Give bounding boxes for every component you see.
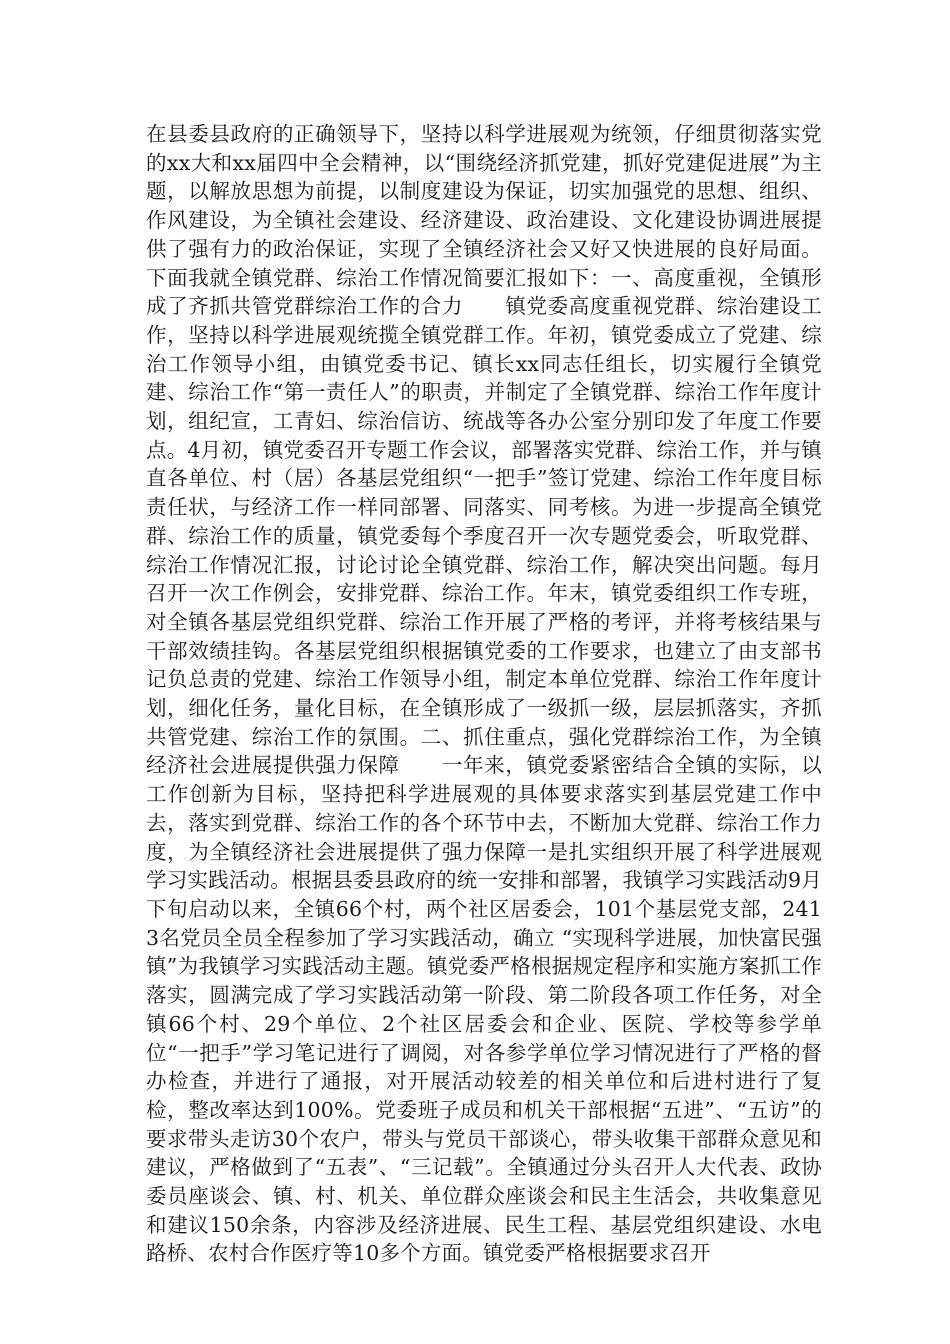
- body-paragraph: 在县委县政府的正确领导下，坚持以科学进展观为统领，仔细贯彻落实党的xx大和xx届四中全会精神，以“围绕经济抓党建，抓好党建促进展”为主题，以解放思想为前提，以制度建设为保证，切实加强党的思想、组织、作风建设，为全镇社会建设、经济建设、政治建设、文化建设协调进展提供了强有力的政治保证，实现了全镇经济社会又好又快进展的良好局面。下面我就全镇党群、综治工作情况简要汇报如下：一、高度重视，全镇形成了齐抓共管党群综治工作的合力 镇党委高度重视党群、综治建设工作，坚持以科学进展观统揽全镇党群工作。年初，镇党委成立了党建、综治工作领导小组，由镇党委书记、镇长xx同志任组长，切实履行全镇党建、综治工作“第一责任人”的职责，并制定了全镇党群、综治工作年度计划，组纪宣，工青妇、综治信访、统战等各办公室分别印发了年度工作要点。4月初，镇党委召开专题工作会议，部署落实党群、综治工作，并与镇直各单位、村（居）各基层党组织“一把手”签订党建、综治工作年度目标责任状，与经济工作一样同部署、同落实、同考核。为进一步提高全镇党群、综治工作的质量，镇党委每个季度召开一次专题党委会，听取党群、综治工作情况汇报，讨论讨论全镇党群、综治工作，解决突出问题。每月召开一次工作例会，安排党群、综治工作。年末，镇党委组织工作专班，对全镇各基层党组织党群、综治工作开展了严格的考评，并将考核结果与干部效绩挂钩。各基层党组织根据镇党委的工作要求，也建立了由支部书记负总责的党建、综治工作领导小组，制定本单位党群、综治工作年度计划，细化任务，量化目标，在全镇形成了一级抓一级，层层抓落实，齐抓共管党建、综治工作的氛围。二、抓住重点，强化党群综治工作，为全镇经济社会进展提供强力保障 一年来，镇党委紧密结合全镇的实际，以工作创新为目标，坚持把科学进展观的具体要求落实到基层党建工作中去，落实到党群、综治工作的各个环节中去，不断加大党群、综治工作力度，为全镇经济社会进展提供了强力保障一是扎实组织开展了科学进展观学习实践活动。根据县委县政府的统一安排和部署，我镇学习实践活动9月下旬启动以来，全镇66个村，两个社区居委会，101个基层党支部，2413名党员全员全程参加了学习实践活动，确立 “实现科学进展，加快富民强镇”为我镇学习实践活动主题。镇党委严格根据规定程序和实施方案抓工作落实，圆满完成了学习实践活动第一阶段、第二阶段各项工作任务，对全镇66个村、29个单位、2个社区居委会和企业、医院、学校等参学单位“一把手”学习笔记进行了调阅，对各参学单位学习情况进行了严格的督办检查，并进行了通报，对开展活动较差的相关单位和后进村进行了复检，整改率达到100%。党委班子成员和机关干部根据“五进”、“五访”的要求带头走访30个农户，带头与党员干部谈心，带头收集干部群众意见和建议，严格做到了“五表”、“三记载”。全镇通过分头召开人大代表、政协委员座谈会、镇、村、机关、单位群众座谈会和民主生活会，共收集意见和建议150余条，内容涉及经济进展、民生工程、基层党组织建设、水电路桥、农村合作医疗等10多个方面。镇党委严格根据要求召开: [146, 122, 822, 1266]
